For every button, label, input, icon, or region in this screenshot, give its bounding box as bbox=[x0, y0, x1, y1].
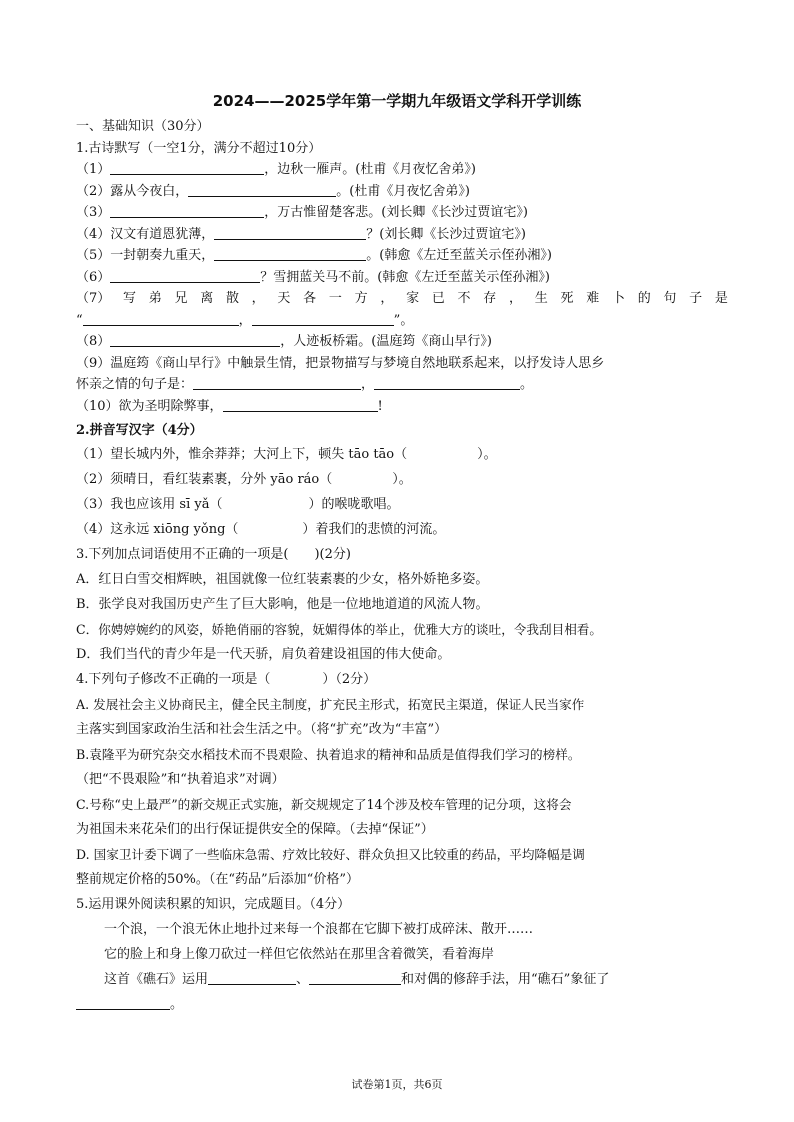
q1-item-9-post: 。 bbox=[520, 377, 534, 392]
q1-item-7-char: ， bbox=[251, 291, 265, 306]
q2-heading: 2.拼音写汉字（4分） bbox=[76, 423, 203, 438]
q5-task-pre: 这首《礁石》运用 bbox=[104, 971, 209, 987]
q1-item-7-char: 子 bbox=[689, 291, 703, 306]
q2-item-2 bbox=[76, 467, 728, 492]
q4-option-line: 整前规定价格的50%。（在“药品”后添加“价格”） bbox=[76, 871, 359, 887]
q1-item-10-post: ! bbox=[377, 398, 383, 414]
q1-item-7-char: 方 bbox=[354, 291, 368, 306]
answer-blank[interactable] bbox=[252, 311, 394, 326]
q1-item-7-char: 已 bbox=[431, 291, 445, 306]
q3-option-d: D．我们当代的青少年是一代天骄，肩负着建设祖国的伟大使命。 bbox=[76, 646, 451, 662]
q3-heading: 3.下列加点词语使用不正确的一项是( )(2分) bbox=[76, 546, 351, 562]
q2-item-1 bbox=[76, 442, 728, 467]
q4-option-line: B.袁隆平为研究杂交水稻技术而不畏艰险、执着追求的精神和品质是值得我们学习的榜样。 bbox=[76, 746, 581, 762]
q1-item-7-char: ， bbox=[380, 291, 394, 306]
q1-item-3 bbox=[76, 202, 728, 224]
q1-item-5 bbox=[76, 245, 728, 267]
q2-item-3-pre: （3）我也应该用 sī yǎ（ bbox=[76, 496, 223, 512]
answer-blank[interactable] bbox=[110, 268, 260, 283]
answer-blank[interactable] bbox=[110, 203, 264, 218]
q1-item-10 bbox=[76, 396, 728, 418]
q1-item-7-char: 的 bbox=[637, 291, 651, 306]
q1-item-7-close-quote: ”。 bbox=[393, 312, 414, 328]
q1-heading: 1.古诗默写（一空1分，满分不超过10分） bbox=[76, 140, 322, 156]
q1-item-7-char: ， bbox=[509, 291, 523, 306]
q3-option-a: A．红日白雪交相辉映，祖国就像一位红装素裹的少女，格外娇艳多姿。 bbox=[76, 571, 489, 587]
answer-blank[interactable] bbox=[223, 397, 378, 412]
q1-item-4-pre: （4）汉文有道恩犹薄， bbox=[76, 226, 215, 242]
q1-item-10-pre: （10）欲为圣明除弊事， bbox=[76, 398, 223, 414]
q1-item-9-pre: 怀亲之情的句子是： bbox=[76, 377, 194, 392]
q1-item-2-post: 。(杜甫《月夜忆舍弟》) bbox=[336, 183, 470, 199]
q3-option-c: C．你娉婷婉约的风姿，娇艳俏丽的容貌，妩媚得体的举止，优雅大方的谈吐，令我刮目相看。 bbox=[76, 621, 602, 637]
answer-blank[interactable] bbox=[214, 225, 366, 240]
exam-content bbox=[76, 116, 728, 1017]
q1-item-1-post: ，边秋一雁声。(杜甫《月夜忆舍弟》) bbox=[264, 162, 476, 177]
q2-item-1-pre: （1）望长城内外，惟余莽莽；大河上下，顿失 tāo tāo（ bbox=[76, 446, 408, 462]
q2-item-1-post: ）。 bbox=[477, 446, 497, 462]
q1-item-7-comma: ， bbox=[238, 312, 252, 328]
q1-item-1 bbox=[76, 159, 728, 181]
q1-item-1-pre: （1） bbox=[76, 162, 111, 177]
answer-blank[interactable] bbox=[309, 970, 401, 985]
q1-item-7-char: 离 bbox=[200, 291, 214, 306]
q5-task-period: 。 bbox=[170, 996, 184, 1012]
q2-item-4-post: ）着我们的悲愤的河流。 bbox=[302, 521, 446, 537]
q3-option-b: B．张学良对我国历史产生了巨大影响，他是一位地地道道的风流人物。 bbox=[76, 596, 489, 612]
q2-item-3 bbox=[76, 492, 728, 517]
answer-blank[interactable] bbox=[83, 311, 239, 326]
q1-item-2 bbox=[76, 181, 728, 203]
q1-item-8 bbox=[76, 331, 728, 353]
q4-option-line: D. 国家卫计委下调了一些临床急需、疗效比较好、群众负担又比较重的药品，平均降幅是调 bbox=[76, 846, 585, 862]
q1-item-6-pre: （6） bbox=[76, 269, 111, 285]
q1-item-9-line1: （9）温庭筠《商山早行》中触景生情，把景物描写与梦境自然地联系起来，以抒发诗人思乡 bbox=[76, 355, 605, 371]
q1-item-4 bbox=[76, 224, 728, 246]
q4-option-line: A. 发展社会主义协商民主，健全民主制度，扩充民主形式，拓宽民主渠道，保证人民当家作 bbox=[76, 696, 585, 712]
q1-item-7-char: 存 bbox=[483, 291, 497, 306]
q1-item-5-pre: （5）一封朝奏九重天， bbox=[76, 248, 215, 263]
q1-item-9-comma: ， bbox=[361, 377, 375, 392]
q1-item-7-char: 难 bbox=[586, 291, 600, 306]
q4-option-line: 主落实到国家政治生活和社会生活之中。（将“扩充”改为“丰富”） bbox=[76, 721, 448, 737]
q4-option-line: （把“不畏艰险”和“执着追求”对调） bbox=[76, 771, 285, 787]
q1-item-7-open-quote: “ bbox=[76, 312, 83, 328]
q1-item-6-post: ？雪拥蓝关马不前。(韩愈《左迁至蓝关示侄孙湘》) bbox=[260, 269, 550, 285]
q5-task-end bbox=[76, 992, 728, 1017]
q1-item-7-char: 散 bbox=[225, 291, 239, 306]
q1-item-7-char: 天 bbox=[277, 291, 291, 306]
answer-blank[interactable] bbox=[188, 182, 336, 197]
q1-item-7-char: 一 bbox=[328, 291, 342, 306]
answer-blank[interactable] bbox=[193, 375, 361, 390]
q1-item-4-post: ？(刘长卿《长沙过贾谊宅》) bbox=[366, 226, 526, 242]
q1-item-7-char: 写 bbox=[123, 291, 137, 306]
q1-item-8-pre: （8） bbox=[76, 334, 111, 349]
q5-heading: 5.运用课外阅读积累的知识，完成题目。（4分） bbox=[76, 896, 351, 912]
q1-item-6 bbox=[76, 267, 728, 289]
q1-item-8-post: ，人迹板桥霜。(温庭筠《商山早行》) bbox=[280, 334, 492, 349]
q4-option-line: C.号称“史上最严”的新交规正式实施，新交规规定了14个涉及校车管理的记分项，这将会 bbox=[76, 796, 572, 812]
answer-blank[interactable] bbox=[208, 970, 296, 985]
q5-poem-line: 它的脸上和身上像刀砍过一样但它依然站在那里含着微笑，看着海岸 bbox=[104, 946, 495, 962]
q5-poem-line: 一个浪，一个浪无休止地扑过来每一个浪都在它脚下被打成碎沫、散开…… bbox=[104, 921, 534, 937]
answer-blank[interactable] bbox=[76, 995, 170, 1010]
q1-item-7-char: 兄 bbox=[174, 291, 188, 306]
q1-item-7-char: 家 bbox=[406, 291, 420, 306]
q1-item-7-line1 bbox=[76, 288, 728, 310]
q2-item-4-pre: （4）这永远 xiōng yǒng（ bbox=[76, 521, 239, 537]
q2-item-3-post: ）的喉咙歌唱。 bbox=[308, 496, 400, 512]
q5-task-post: 和对偶的修辞手法，用“礁石”象征了 bbox=[401, 971, 610, 987]
q5-task-sep: 、 bbox=[296, 971, 310, 987]
q1-item-2-pre: （2）露从今夜白， bbox=[76, 183, 189, 199]
q1-item-7-char: 生 bbox=[534, 291, 548, 306]
section-heading: 一、基础知识（30分） bbox=[76, 119, 210, 134]
q1-item-9-line2 bbox=[76, 374, 728, 396]
q1-item-3-post: ，万古惟留楚客悲。(刘长卿《长沙过贾谊宅》) bbox=[264, 205, 528, 220]
q1-item-7-char: （7） bbox=[76, 291, 111, 306]
answer-blank[interactable] bbox=[110, 160, 264, 175]
q1-item-7-char: 弟 bbox=[148, 291, 162, 306]
q1-item-7-char: 不 bbox=[457, 291, 471, 306]
q1-item-7-char: 死 bbox=[560, 291, 574, 306]
answer-blank[interactable] bbox=[214, 246, 366, 261]
q2-item-2-pre: （2）须晴日，看红装素裹，分外 yāo ráo（ bbox=[76, 471, 333, 487]
q1-item-7-char: 句 bbox=[663, 291, 677, 306]
page-footer: 试卷第1页，共6页 bbox=[351, 1078, 443, 1091]
q4-option-line: 为祖国未来花朵们的出行保证提供安全的保障。（去掉“保证”） bbox=[76, 821, 434, 837]
exam-title: 2024——2025学年第一学期九年级语文学科开学训练 bbox=[212, 92, 582, 110]
answer-blank[interactable] bbox=[110, 332, 280, 347]
q1-item-7-char: 卜 bbox=[611, 291, 625, 306]
q5-task bbox=[76, 967, 728, 992]
q2-item-2-post: ）。 bbox=[392, 471, 412, 487]
q1-item-3-pre: （3） bbox=[76, 205, 111, 220]
q1-item-5-post: 。(韩愈《左迁至蓝关示侄孙湘》) bbox=[366, 248, 552, 263]
answer-blank[interactable] bbox=[374, 375, 520, 390]
q4-heading: 4.下列句子修改不正确的一项是（ ）（2分） bbox=[76, 671, 377, 687]
q1-item-7-line2 bbox=[76, 310, 728, 332]
q1-item-7-char: 各 bbox=[303, 291, 317, 306]
q1-item-7-char: 是 bbox=[714, 291, 728, 306]
q2-item-4 bbox=[76, 517, 728, 542]
